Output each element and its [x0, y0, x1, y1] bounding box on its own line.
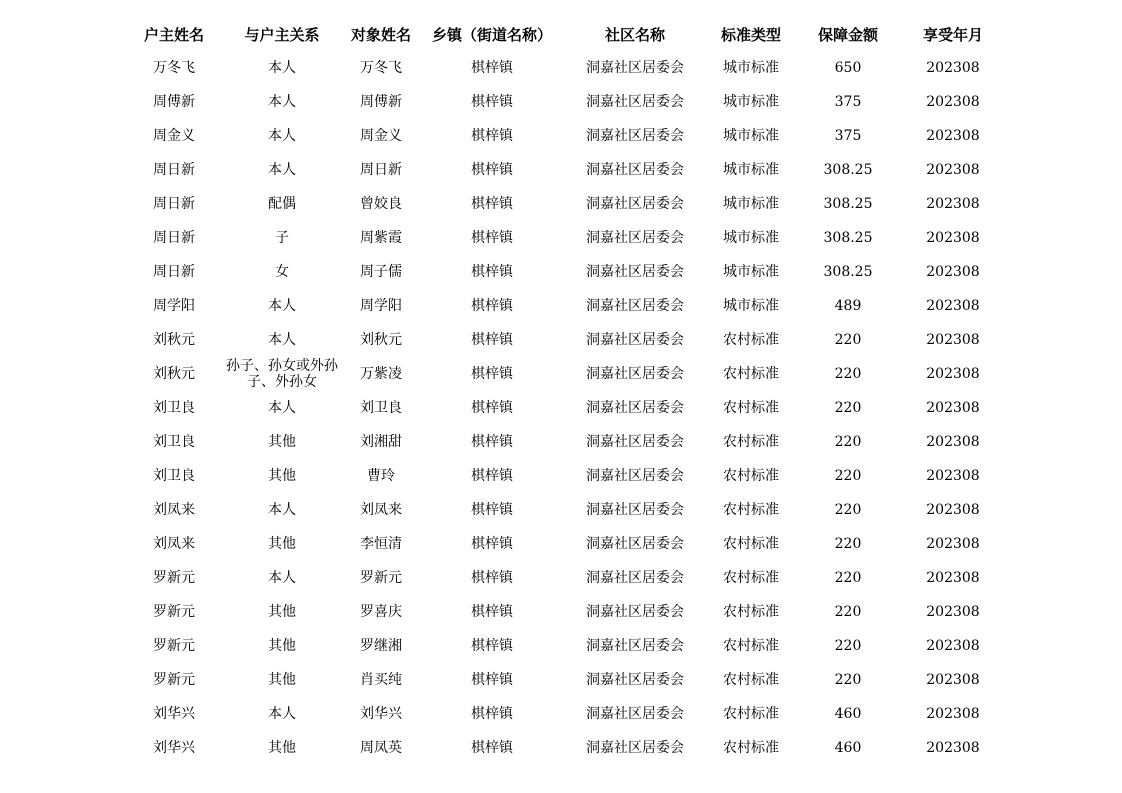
household-head-cell: 刘卫良	[153, 400, 195, 416]
month-cell: 202308	[926, 604, 980, 620]
recipient-name-cell: 刘华兴	[360, 706, 402, 722]
household-head-cell: 周日新	[153, 196, 195, 212]
township-cell: 棋梓镇	[471, 230, 513, 246]
amount-cell: 220	[834, 638, 862, 654]
community-cell: 洞嘉社区居委会	[586, 128, 684, 144]
header-row	[128, 17, 1008, 51]
township-cell: 棋梓镇	[471, 94, 513, 110]
standard-type-cell: 城市标准	[723, 230, 779, 246]
relationship-cell: 子	[275, 230, 289, 246]
month-cell: 202308	[926, 536, 980, 552]
table-row	[128, 425, 1008, 459]
relationship-cell: 本人	[268, 332, 296, 348]
header-community: 社区名称	[604, 25, 665, 44]
recipient-name-cell: 周子儒	[360, 264, 402, 280]
community-cell: 洞嘉社区居委会	[586, 230, 684, 246]
community-cell: 洞嘉社区居委会	[586, 740, 684, 756]
community-cell: 洞嘉社区居委会	[586, 570, 684, 586]
month-cell: 202308	[926, 434, 980, 450]
recipient-name-cell: 刘凤来	[360, 502, 402, 518]
standard-type-cell: 农村标准	[723, 502, 779, 518]
amount-cell: 308.25	[823, 162, 873, 178]
recipient-name-cell: 刘秋元	[360, 332, 402, 348]
header-month: 享受年月	[922, 25, 983, 44]
relationship-cell: 配偶	[268, 196, 296, 212]
relationship-cell: 女	[275, 264, 289, 280]
month-cell: 202308	[926, 672, 980, 688]
community-cell: 洞嘉社区居委会	[586, 94, 684, 110]
table-body	[128, 51, 1008, 765]
month-cell: 202308	[926, 60, 980, 76]
township-cell: 棋梓镇	[471, 332, 513, 348]
month-cell: 202308	[926, 740, 980, 756]
month-cell: 202308	[926, 366, 980, 382]
table-row	[128, 561, 1008, 595]
household-head-cell: 周金义	[153, 128, 195, 144]
month-cell: 202308	[926, 570, 980, 586]
standard-type-cell: 城市标准	[723, 196, 779, 212]
amount-cell: 489	[834, 298, 862, 314]
month-cell: 202308	[926, 298, 980, 314]
amount-cell: 220	[834, 672, 862, 688]
relationship-cell: 本人	[268, 298, 296, 314]
household-head-cell: 万冬飞	[153, 60, 195, 76]
relationship-cell: 孙子、孙女或外孙子、外孙女	[226, 358, 338, 390]
month-cell: 202308	[926, 468, 980, 484]
table-row	[128, 527, 1008, 561]
standard-type-cell: 城市标准	[723, 94, 779, 110]
relationship-cell: 本人	[268, 162, 296, 178]
household-head-cell: 刘卫良	[153, 434, 195, 450]
household-head-cell: 刘凤来	[153, 502, 195, 518]
standard-type-cell: 农村标准	[723, 706, 779, 722]
recipient-name-cell: 万冬飞	[360, 60, 402, 76]
household-head-cell: 刘卫良	[153, 468, 195, 484]
community-cell: 洞嘉社区居委会	[586, 434, 684, 450]
household-head-cell: 周日新	[153, 264, 195, 280]
household-head-cell: 刘华兴	[153, 740, 195, 756]
standard-type-cell: 农村标准	[723, 366, 779, 382]
amount-cell: 308.25	[823, 230, 873, 246]
township-cell: 棋梓镇	[471, 570, 513, 586]
relationship-cell: 本人	[268, 60, 296, 76]
community-cell: 洞嘉社区居委会	[586, 468, 684, 484]
household-head-cell: 罗新元	[153, 604, 195, 620]
month-cell: 202308	[926, 706, 980, 722]
amount-cell: 220	[834, 434, 862, 450]
amount-cell: 220	[834, 570, 862, 586]
relationship-cell: 其他	[268, 468, 296, 484]
table-row	[128, 221, 1008, 255]
relationship-cell: 其他	[268, 638, 296, 654]
recipient-name-cell: 万紫凌	[360, 366, 402, 382]
header-amount: 保障金额	[817, 25, 878, 44]
community-cell: 洞嘉社区居委会	[586, 536, 684, 552]
recipient-name-cell: 罗继湘	[360, 638, 402, 654]
table-row	[128, 391, 1008, 425]
table-row	[128, 187, 1008, 221]
month-cell: 202308	[926, 128, 980, 144]
standard-type-cell: 城市标准	[723, 264, 779, 280]
relationship-cell: 本人	[268, 94, 296, 110]
township-cell: 棋梓镇	[471, 502, 513, 518]
household-head-cell: 周日新	[153, 230, 195, 246]
amount-cell: 220	[834, 332, 862, 348]
standard-type-cell: 农村标准	[723, 740, 779, 756]
recipient-name-cell: 曾姣良	[360, 196, 402, 212]
header-relationship: 与户主关系	[244, 25, 320, 44]
table-row	[128, 119, 1008, 153]
month-cell: 202308	[926, 264, 980, 280]
township-cell: 棋梓镇	[471, 434, 513, 450]
community-cell: 洞嘉社区居委会	[586, 332, 684, 348]
standard-type-cell: 农村标准	[723, 604, 779, 620]
relationship-cell: 本人	[268, 706, 296, 722]
standard-type-cell: 农村标准	[723, 672, 779, 688]
household-head-cell: 刘凤来	[153, 536, 195, 552]
table-row	[128, 595, 1008, 629]
relationship-cell: 其他	[268, 536, 296, 552]
standard-type-cell: 城市标准	[723, 128, 779, 144]
standard-type-cell: 城市标准	[723, 298, 779, 314]
community-cell: 洞嘉社区居委会	[586, 60, 684, 76]
recipient-name-cell: 周紫霞	[360, 230, 402, 246]
recipient-name-cell: 刘湘甜	[360, 434, 402, 450]
relationship-cell: 本人	[268, 400, 296, 416]
township-cell: 棋梓镇	[471, 706, 513, 722]
community-cell: 洞嘉社区居委会	[586, 672, 684, 688]
header-standard-type: 标准类型	[720, 25, 781, 44]
amount-cell: 220	[834, 468, 862, 484]
amount-cell: 220	[834, 502, 862, 518]
header-household-head: 户主姓名	[143, 25, 204, 44]
household-head-cell: 罗新元	[153, 570, 195, 586]
community-cell: 洞嘉社区居委会	[586, 638, 684, 654]
table-row	[128, 255, 1008, 289]
community-cell: 洞嘉社区居委会	[586, 196, 684, 212]
household-head-cell: 罗新元	[153, 672, 195, 688]
month-cell: 202308	[926, 196, 980, 212]
township-cell: 棋梓镇	[471, 264, 513, 280]
month-cell: 202308	[926, 94, 980, 110]
header-recipient-name: 对象姓名	[350, 25, 411, 44]
allowance-table	[128, 17, 1008, 765]
table-row	[128, 493, 1008, 527]
amount-cell: 308.25	[823, 264, 873, 280]
township-cell: 棋梓镇	[471, 536, 513, 552]
standard-type-cell: 农村标准	[723, 638, 779, 654]
household-head-cell: 刘秋元	[153, 366, 195, 382]
household-head-cell: 罗新元	[153, 638, 195, 654]
household-head-cell: 周日新	[153, 162, 195, 178]
township-cell: 棋梓镇	[471, 400, 513, 416]
relationship-cell: 本人	[268, 570, 296, 586]
standard-type-cell: 农村标准	[723, 434, 779, 450]
header-township: 乡镇（街道名称）	[431, 25, 552, 44]
table-row	[128, 629, 1008, 663]
household-head-cell: 刘华兴	[153, 706, 195, 722]
community-cell: 洞嘉社区居委会	[586, 366, 684, 382]
standard-type-cell: 城市标准	[723, 60, 779, 76]
amount-cell: 220	[834, 604, 862, 620]
township-cell: 棋梓镇	[471, 162, 513, 178]
household-head-cell: 刘秋元	[153, 332, 195, 348]
month-cell: 202308	[926, 332, 980, 348]
community-cell: 洞嘉社区居委会	[586, 604, 684, 620]
recipient-name-cell: 肖买纯	[360, 672, 402, 688]
township-cell: 棋梓镇	[471, 366, 513, 382]
recipient-name-cell: 周傅新	[360, 94, 402, 110]
recipient-name-cell: 刘卫良	[360, 400, 402, 416]
table-row	[128, 731, 1008, 765]
standard-type-cell: 城市标准	[723, 162, 779, 178]
month-cell: 202308	[926, 502, 980, 518]
relationship-cell: 本人	[268, 502, 296, 518]
community-cell: 洞嘉社区居委会	[586, 298, 684, 314]
standard-type-cell: 农村标准	[723, 536, 779, 552]
amount-cell: 220	[834, 400, 862, 416]
community-cell: 洞嘉社区居委会	[586, 162, 684, 178]
community-cell: 洞嘉社区居委会	[586, 264, 684, 280]
table-row	[128, 663, 1008, 697]
recipient-name-cell: 周金义	[360, 128, 402, 144]
table-row	[128, 459, 1008, 493]
community-cell: 洞嘉社区居委会	[586, 706, 684, 722]
household-head-cell: 周傅新	[153, 94, 195, 110]
township-cell: 棋梓镇	[471, 128, 513, 144]
table-row	[128, 51, 1008, 85]
township-cell: 棋梓镇	[471, 604, 513, 620]
month-cell: 202308	[926, 638, 980, 654]
relationship-cell: 其他	[268, 434, 296, 450]
recipient-name-cell: 周日新	[360, 162, 402, 178]
relationship-cell: 其他	[268, 672, 296, 688]
township-cell: 棋梓镇	[471, 672, 513, 688]
table-row	[128, 357, 1008, 391]
recipient-name-cell: 周凤英	[360, 740, 402, 756]
table-row	[128, 323, 1008, 357]
relationship-cell: 其他	[268, 740, 296, 756]
community-cell: 洞嘉社区居委会	[586, 400, 684, 416]
relationship-cell: 本人	[268, 128, 296, 144]
amount-cell: 375	[834, 128, 862, 144]
recipient-name-cell: 罗新元	[360, 570, 402, 586]
table-row	[128, 697, 1008, 731]
amount-cell: 460	[834, 740, 862, 756]
recipient-name-cell: 罗喜庆	[360, 604, 402, 620]
amount-cell: 375	[834, 94, 862, 110]
month-cell: 202308	[926, 400, 980, 416]
table-row	[128, 289, 1008, 323]
recipient-name-cell: 周学阳	[360, 298, 402, 314]
standard-type-cell: 农村标准	[723, 332, 779, 348]
standard-type-cell: 农村标准	[723, 468, 779, 484]
community-cell: 洞嘉社区居委会	[586, 502, 684, 518]
standard-type-cell: 农村标准	[723, 400, 779, 416]
table-row	[128, 85, 1008, 119]
recipient-name-cell: 李恒清	[360, 536, 402, 552]
month-cell: 202308	[926, 230, 980, 246]
amount-cell: 308.25	[823, 196, 873, 212]
township-cell: 棋梓镇	[471, 298, 513, 314]
amount-cell: 220	[834, 536, 862, 552]
table-row	[128, 153, 1008, 187]
recipient-name-cell: 曹玲	[367, 468, 395, 484]
township-cell: 棋梓镇	[471, 638, 513, 654]
relationship-cell: 其他	[268, 604, 296, 620]
household-head-cell: 周学阳	[153, 298, 195, 314]
township-cell: 棋梓镇	[471, 468, 513, 484]
township-cell: 棋梓镇	[471, 196, 513, 212]
month-cell: 202308	[926, 162, 980, 178]
township-cell: 棋梓镇	[471, 60, 513, 76]
amount-cell: 650	[834, 60, 862, 76]
amount-cell: 220	[834, 366, 862, 382]
standard-type-cell: 农村标准	[723, 570, 779, 586]
township-cell: 棋梓镇	[471, 740, 513, 756]
amount-cell: 460	[834, 706, 862, 722]
